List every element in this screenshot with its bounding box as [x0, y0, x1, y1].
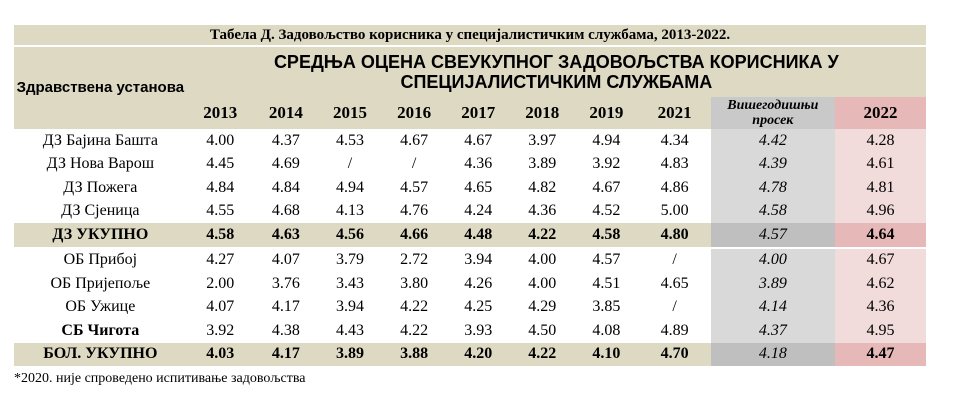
score-cell: 3.94: [446, 248, 510, 273]
score-cell: 4.63: [254, 223, 318, 248]
score-2022-cell: 4.36: [835, 296, 926, 320]
score-cell: 3.79: [318, 248, 382, 273]
score-cell: 4.67: [592, 178, 621, 196]
score-cell: 4.51: [592, 274, 621, 292]
score-cell: 4.38: [271, 321, 300, 339]
score-cell: 3.92: [206, 321, 235, 339]
score-cell: 4.07: [254, 248, 318, 273]
score-cell: 4.58: [574, 223, 638, 248]
score-cell: 4.22: [510, 343, 574, 367]
score-cell: 4.53: [336, 131, 365, 149]
score-cell: 3.93: [464, 321, 493, 339]
score-cell: 4.27: [187, 248, 254, 273]
total-row: [14, 343, 926, 367]
score-cell: 4.08: [592, 321, 621, 339]
year-header: 2019: [574, 97, 638, 129]
table-row: [14, 129, 926, 153]
score-cell: 4.80: [638, 223, 710, 248]
score-cell: 2.72: [382, 248, 446, 273]
score-cell: 4.57: [574, 248, 638, 273]
year-header: 2015: [318, 97, 382, 129]
score-cell: /: [638, 248, 710, 273]
average-cell: 4.78: [711, 176, 835, 200]
table-row: [14, 153, 926, 177]
year-header: 2017: [446, 97, 510, 129]
average-cell: 4.18: [711, 343, 835, 367]
score-cell: 4.17: [271, 298, 300, 316]
average-cell: 4.00: [711, 248, 835, 273]
score-cell: 4.82: [528, 178, 557, 196]
institution-header: Здравствена установа: [14, 47, 187, 129]
score-cell: 3.92: [592, 155, 621, 173]
score-cell: 4.00: [206, 131, 235, 149]
score-cell: 4.22: [400, 298, 429, 316]
score-2022-cell: 4.62: [835, 272, 926, 296]
institution-name: ОБ Пријепоље: [50, 274, 151, 292]
score-cell: 3.94: [336, 298, 365, 316]
score-cell: 4.83: [660, 155, 689, 173]
table-row: [14, 272, 926, 296]
score-cell: 4.55: [206, 202, 235, 220]
institution-name: ОБ Ужице: [65, 298, 136, 316]
score-cell: 4.57: [400, 178, 429, 196]
score-cell: 4.66: [382, 223, 446, 248]
score-2022-cell: 4.47: [835, 343, 926, 367]
score-cell: 4.86: [660, 178, 689, 196]
score-cell: 4.26: [464, 274, 493, 292]
score-cell: 4.37: [271, 131, 300, 149]
main-title-header: СРЕДЊА ОЦЕНА СВЕУКУПНОГ ЗАДОВОЉСТВА КОРИСНИКА У СПЕЦИЈАЛИСТИЧКИМ СЛУЖБАМА: [187, 47, 926, 97]
score-cell: 4.48: [446, 223, 510, 248]
score-2022-cell: 4.95: [835, 319, 926, 343]
score-cell: 4.67: [464, 131, 493, 149]
table-row: [14, 200, 926, 224]
score-cell: 4.89: [660, 321, 689, 339]
score-cell: /: [347, 155, 353, 173]
average-cell: 4.37: [711, 319, 835, 343]
table-row: [14, 176, 926, 200]
score-cell: 5.00: [660, 202, 689, 220]
score-cell: 4.94: [592, 131, 621, 149]
score-cell: 4.52: [592, 202, 621, 220]
institution-name: ДЗ Сјеница: [61, 202, 140, 220]
score-cell: 4.24: [464, 202, 493, 220]
score-cell: 4.65: [660, 274, 689, 292]
score-cell: 4.69: [271, 155, 300, 173]
score-cell: 4.58: [187, 223, 254, 248]
score-cell: 4.03: [187, 343, 254, 367]
satisfaction-table: [14, 47, 926, 366]
score-cell: 4.13: [336, 202, 365, 220]
average-cell: 4.14: [711, 296, 835, 320]
table-row: [14, 319, 926, 343]
score-cell: 4.84: [271, 178, 300, 196]
score-cell: 4.10: [574, 343, 638, 367]
score-2022-cell: 4.81: [835, 176, 926, 200]
score-cell: 3.89: [528, 155, 557, 173]
score-cell: 4.94: [336, 178, 365, 196]
score-cell: 4.00: [510, 248, 574, 273]
score-2022-cell: 4.28: [835, 129, 926, 153]
institution-name: ДЗ Нова Варош: [46, 155, 155, 173]
score-cell: 3.80: [400, 274, 429, 292]
institution-name: ОБ Прибој: [14, 248, 187, 273]
total-row: [14, 223, 926, 248]
table-caption: Табела Д. Задовољство корисника у специјалистичким службама, 2013-2022.: [14, 25, 926, 45]
score-cell: 4.84: [206, 178, 235, 196]
score-cell: 4.67: [400, 131, 429, 149]
score-cell: 3.76: [271, 274, 300, 292]
average-cell: 4.42: [711, 129, 835, 153]
score-cell: 4.56: [318, 223, 382, 248]
multi-year-average-header: Вишегодишњи просек: [711, 97, 835, 129]
score-cell: 4.68: [271, 202, 300, 220]
score-cell: 4.29: [528, 298, 557, 316]
score-cell: /: [411, 155, 417, 173]
score-cell: 4.22: [400, 321, 429, 339]
score-cell: 3.85: [592, 298, 621, 316]
score-cell: /: [672, 298, 677, 316]
average-cell: 4.58: [711, 200, 835, 224]
score-cell: 2.00: [206, 274, 235, 292]
score-cell: 4.36: [528, 202, 557, 220]
year-header: 2014: [254, 97, 318, 129]
average-cell: 4.39: [711, 153, 835, 177]
score-2022-cell: 4.61: [835, 153, 926, 177]
score-cell: 4.22: [510, 223, 574, 248]
institution-name: ДЗ УКУПНО: [14, 223, 187, 248]
score-cell: 4.20: [446, 343, 510, 367]
year-header: 2018: [510, 97, 574, 129]
score-2022-cell: 4.96: [835, 200, 926, 224]
table-row: [14, 248, 926, 273]
score-cell: 4.36: [464, 155, 493, 173]
score-cell: 4.17: [254, 343, 318, 367]
institution-name: ДЗ Пожега: [63, 178, 138, 196]
score-cell: 4.50: [528, 321, 557, 339]
institution-name: ДЗ Бајина Башта: [42, 131, 158, 149]
year-header: 2016: [382, 97, 446, 129]
score-cell: 4.43: [336, 321, 365, 339]
score-cell: 4.07: [206, 298, 235, 316]
footnote: *2020. није спроведено испитивање задовољства: [14, 371, 306, 386]
score-cell: 3.97: [528, 131, 557, 149]
score-2022-cell: 4.67: [835, 248, 926, 273]
score-cell: 4.70: [638, 343, 710, 367]
score-cell: 4.34: [660, 131, 689, 149]
score-cell: 4.00: [528, 274, 557, 292]
score-2022-cell: 4.64: [835, 223, 926, 248]
year-header: 2013: [187, 97, 254, 129]
score-cell: 3.89: [318, 343, 382, 367]
year-2022-header: 2022: [835, 97, 926, 129]
institution-name: БОЛ. УКУПНО: [14, 343, 187, 367]
score-cell: 4.25: [464, 298, 493, 316]
score-cell: 4.45: [206, 155, 235, 173]
average-cell: 3.89: [711, 272, 835, 296]
average-cell: 4.57: [711, 223, 835, 248]
score-cell: 3.43: [336, 274, 365, 292]
score-cell: 4.65: [464, 178, 493, 196]
institution-name: СБ Чигота: [61, 321, 140, 339]
year-header: 2021: [638, 97, 710, 129]
table-row: [14, 296, 926, 320]
score-cell: 3.88: [382, 343, 446, 367]
score-cell: 4.76: [400, 202, 429, 220]
